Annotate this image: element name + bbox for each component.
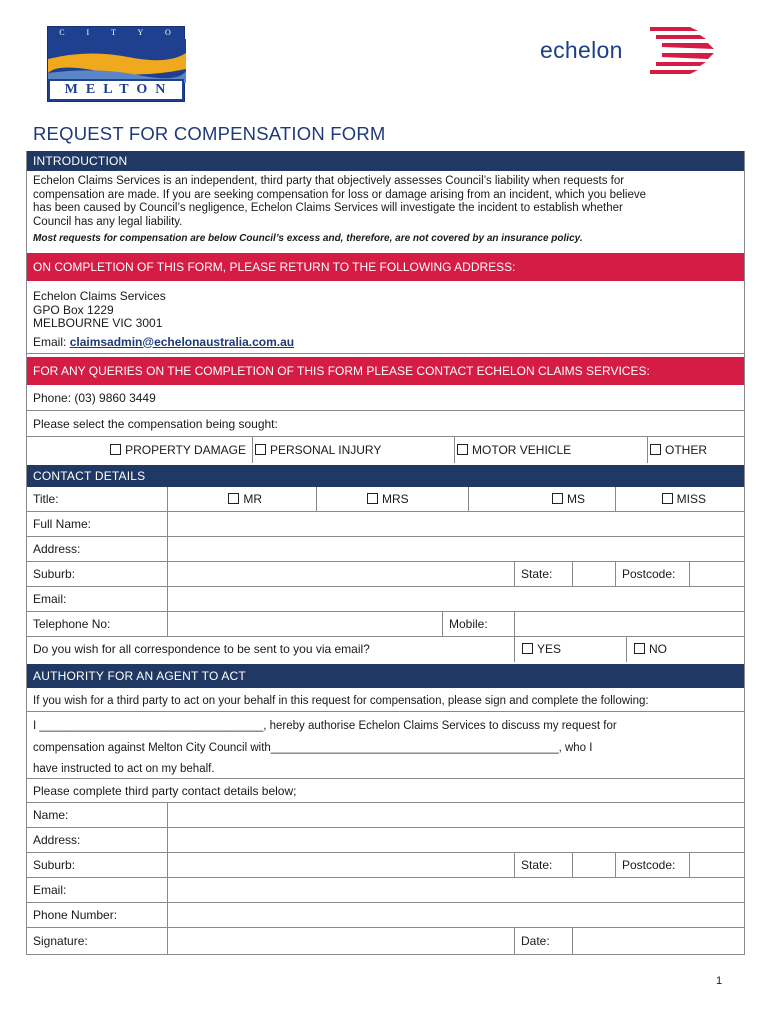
address-row <box>27 537 744 562</box>
title-option-label: MR <box>243 492 262 506</box>
echelon-logo <box>540 25 715 80</box>
agent-suburb-field[interactable] <box>167 853 514 877</box>
agent-email-row <box>27 878 744 903</box>
agent-suburb-row <box>27 853 744 878</box>
checkbox[interactable] <box>457 444 468 455</box>
suburb-row <box>27 562 744 587</box>
return-address-header: ON COMPLETION OF THIS FORM, PLEASE RETURN TO THE FOLLOWING ADDRESS: <box>27 253 744 281</box>
melton-logo-top-text: C I T Y O <box>59 28 181 37</box>
checkbox[interactable] <box>228 493 239 504</box>
checkbox[interactable] <box>552 493 563 504</box>
melton-logo-graphic <box>48 39 186 83</box>
full-name-label: Full Name: <box>33 517 92 531</box>
checkbox[interactable] <box>662 493 673 504</box>
suburb-label: Suburb: <box>33 567 76 581</box>
title-mr[interactable] <box>167 487 316 511</box>
date-label: Date: <box>514 928 572 954</box>
third-party-prompt-row <box>27 779 744 803</box>
yes-label: YES <box>537 642 562 656</box>
checkbox[interactable] <box>634 643 645 654</box>
phone-text: Phone: (03) 9860 3449 <box>33 391 156 405</box>
agent-intro: If you wish for a third party to act on your behalf in this request for compensation, please sign and complete the following: <box>33 695 649 707</box>
agent-address-row <box>27 828 744 853</box>
option-personal-injury[interactable] <box>252 437 454 463</box>
state-label: State: <box>514 562 572 586</box>
agent-phone-label: Phone Number: <box>33 908 118 922</box>
contact-header: CONTACT DETAILS <box>27 465 744 487</box>
compensation-prompt: Please select the compensation being sought: <box>33 417 278 431</box>
address-line-2: GPO Box 1229 <box>33 302 114 317</box>
address-field[interactable] <box>167 537 744 561</box>
agent-header: AUTHORITY FOR AN AGENT TO ACT <box>27 664 744 688</box>
queries-header: FOR ANY QUERIES ON THE COMPLETION OF THIS FORM PLEASE CONTACT ECHELON CLAIMS SERVICES: <box>27 357 744 385</box>
melton-logo-name: MELTON <box>48 79 184 101</box>
state-field[interactable] <box>572 562 615 586</box>
correspondence-row <box>27 637 744 662</box>
agent-state-field[interactable] <box>572 853 615 877</box>
intro-line-2: compensation are made. If you are seeking compensation for loss or damage arising from an incident, which you believe <box>33 188 647 201</box>
agent-address-label: Address: <box>33 833 81 847</box>
title-ms[interactable] <box>468 487 615 511</box>
telephone-row <box>27 612 744 637</box>
full-name-field[interactable] <box>167 512 744 536</box>
signature-row <box>27 928 744 954</box>
compensation-options-row <box>27 437 744 463</box>
postcode-field[interactable] <box>689 562 744 586</box>
email-row <box>27 587 744 612</box>
correspondence-yes[interactable] <box>514 637 626 662</box>
melton-logo-band <box>48 39 184 83</box>
postcode-label: Postcode: <box>615 562 689 586</box>
title-miss[interactable] <box>615 487 744 511</box>
checkbox[interactable] <box>367 493 378 504</box>
email-field[interactable] <box>167 587 744 611</box>
agent-postcode-field[interactable] <box>689 853 744 877</box>
address-line-1: Echelon Claims Services <box>33 289 166 303</box>
intro-header: INTRODUCTION <box>27 151 744 171</box>
compensation-prompt-row <box>27 411 744 437</box>
title-row <box>27 487 744 512</box>
authority-line-2: compensation against Melton City Council with_____________________________________________, who I <box>33 741 593 754</box>
full-name-row <box>27 512 744 537</box>
intro-line-4: Council has any legal liability. <box>33 215 183 228</box>
option-label: OTHER <box>665 443 707 457</box>
agent-name-field[interactable] <box>167 803 744 827</box>
agent-phone-row <box>27 903 744 928</box>
telephone-field[interactable] <box>167 612 442 636</box>
signature-field[interactable] <box>167 928 514 954</box>
checkbox[interactable] <box>522 643 533 654</box>
echelon-logo-word: echelon <box>540 37 623 63</box>
signature-label: Signature: <box>33 934 88 948</box>
agent-email-field[interactable] <box>167 878 744 902</box>
agent-name-row <box>27 803 744 828</box>
compensation-form <box>26 151 745 955</box>
option-label: PROPERTY DAMAGE <box>125 443 246 457</box>
page-title: REQUEST FOR COMPENSATION FORM <box>33 123 386 144</box>
return-email-link[interactable]: claimsadmin@echelonaustralia.com.au <box>69 334 295 349</box>
option-other[interactable] <box>647 437 744 463</box>
option-property-damage[interactable] <box>27 437 252 463</box>
mobile-label: Mobile: <box>442 612 514 636</box>
city-of-melton-logo <box>47 26 185 102</box>
intro-body <box>27 173 744 251</box>
email-label: Email: <box>33 334 67 349</box>
agent-intro-row <box>27 688 744 712</box>
option-motor-vehicle[interactable] <box>454 437 647 463</box>
title-option-label: MISS <box>676 492 706 506</box>
agent-phone-field[interactable] <box>167 903 744 927</box>
correspondence-no[interactable] <box>626 637 744 662</box>
intro-note: Most requests for compensation are below Council’s excess and, therefore, are not covered by an insurance policy. <box>33 233 583 244</box>
address-line-3: MELBOURNE VIC 3001 <box>33 316 163 330</box>
agent-state-label: State: <box>514 853 572 877</box>
authority-line-1: I ___________________________________, hereby authorise Echelon Claims Services to discuss my request for <box>33 720 617 732</box>
checkbox[interactable] <box>255 444 266 455</box>
third-party-prompt: Please complete third party contact details below; <box>33 784 297 798</box>
page-number: 1 <box>716 975 723 987</box>
title-label: Title: <box>33 492 59 506</box>
date-field[interactable] <box>572 928 744 954</box>
return-address-body <box>27 281 744 354</box>
option-label: PERSONAL INJURY <box>270 443 382 457</box>
echelon-chevron-icon <box>650 25 715 80</box>
agent-suburb-label: Suburb: <box>33 858 76 872</box>
title-mrs[interactable] <box>316 487 468 511</box>
authority-line-3: have instructed to act on my behalf. <box>33 763 215 775</box>
suburb-field[interactable] <box>167 562 514 586</box>
email-label: Email: <box>33 592 67 606</box>
title-option-label: MS <box>567 492 585 506</box>
mobile-field[interactable] <box>514 612 744 636</box>
agent-address-field[interactable] <box>167 828 744 852</box>
correspondence-question: Do you wish for all correspondence to be sent to you via email? <box>33 642 370 656</box>
intro-line-3: has been caused by Council’s negligence, Echelon Claims Services will investigate the incident to establish whether <box>33 202 623 214</box>
agent-name-label: Name: <box>33 808 69 822</box>
title-option-label: MRS <box>382 492 409 506</box>
phone-row <box>27 385 744 411</box>
intro-line-1: Echelon Claims Services is an independent, third party that objectively assesses Council’s liability when requests for <box>33 175 625 187</box>
no-label: NO <box>649 642 667 656</box>
option-label: MOTOR VEHICLE <box>472 443 572 457</box>
telephone-label: Telephone No: <box>33 617 111 631</box>
checkbox[interactable] <box>650 444 661 455</box>
agent-postcode-label: Postcode: <box>615 853 689 877</box>
checkbox[interactable] <box>110 444 121 455</box>
address-label: Address: <box>33 542 81 556</box>
agent-email-label: Email: <box>33 883 67 897</box>
agent-authority-row <box>27 712 744 779</box>
